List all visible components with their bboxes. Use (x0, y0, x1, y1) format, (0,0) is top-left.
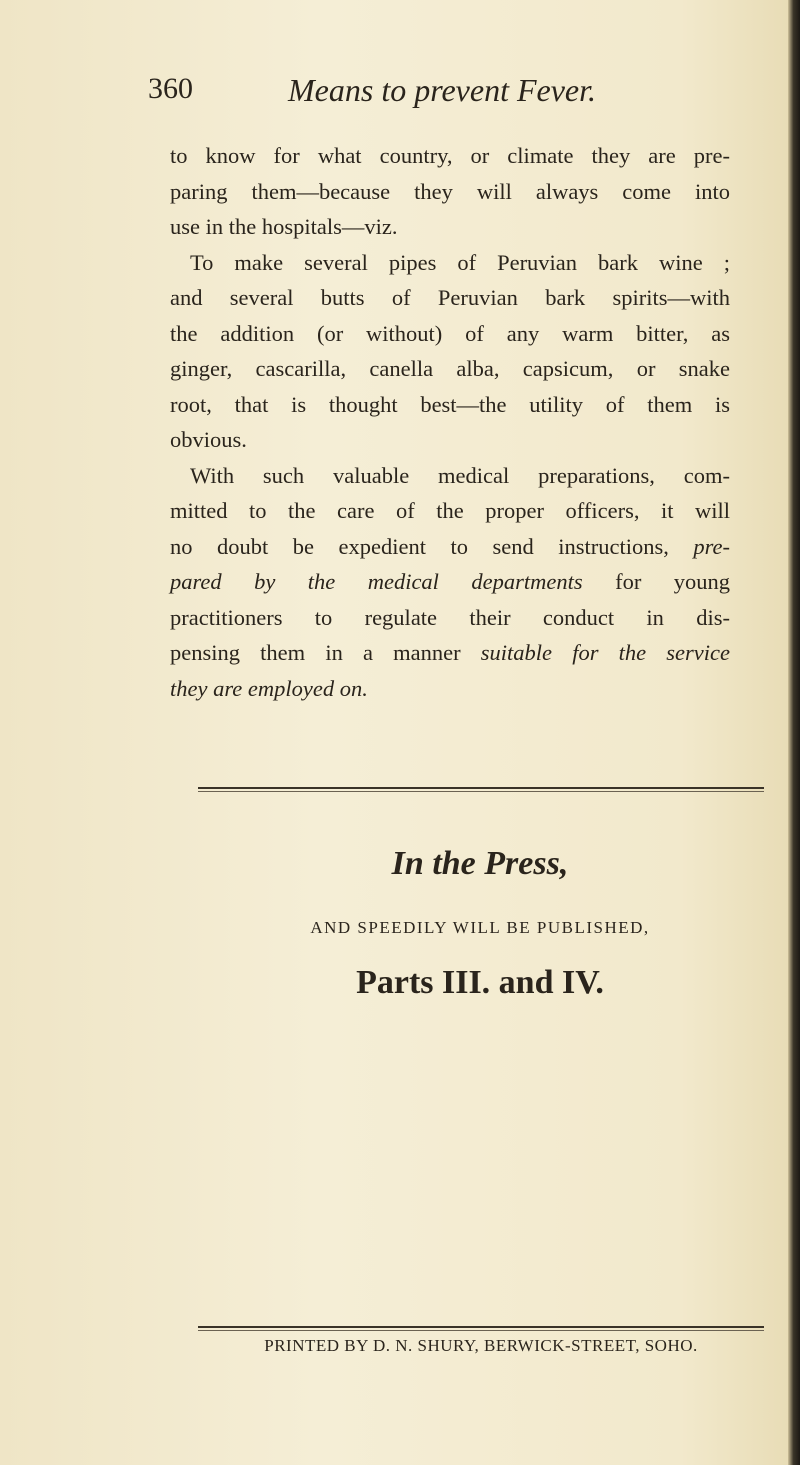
body-line (170, 529, 730, 565)
book-spine-edge (788, 0, 800, 1465)
body-line: mitted to the care of the proper officers, it will (170, 498, 730, 523)
body-line: the addition (or without) of any warm bitter, as (170, 320, 730, 346)
page-header (148, 72, 708, 112)
imprint-rule (198, 1326, 764, 1328)
press-parts: Parts III. and IV. (356, 964, 604, 1001)
body-line (170, 564, 730, 600)
body-line-italic: pared by the medical departments (170, 569, 583, 594)
body-line: To make several pipes of Peruvian bark wine ; (190, 249, 730, 275)
body-line: use in the hospitals—viz. (170, 214, 398, 239)
body-line-italic: pre- (693, 533, 731, 559)
press-title: In the Press, (391, 845, 569, 882)
press-subtitle: AND SPEEDILY WILL BE PUBLISHED, (310, 918, 650, 937)
body-line: root, that is thought best—the utility of them is (170, 391, 730, 417)
body-line-roman: pensing them in a manner (170, 640, 461, 665)
body-line: they are employed on. (170, 675, 368, 701)
printer-imprint: PRINTED BY D. N. SHURY, BERWICK-STREET, SOHO. (264, 1336, 698, 1355)
body-line-roman: no doubt be expedient to send instructions, (170, 533, 669, 559)
body-line: to know for what country, or climate they are pre- (170, 143, 730, 168)
body-line-italic: suitable for the service (480, 640, 731, 665)
divider-rule (198, 787, 764, 789)
running-title: Means to prevent Fever. (288, 72, 597, 108)
body-line: paring them—because they will always come into (170, 178, 730, 204)
page-number: 360 (148, 72, 193, 105)
body-line: With such valuable medical preparations, com- (190, 462, 730, 488)
body-line-roman: for young (615, 569, 731, 594)
body-line: and several butts of Peruvian bark spirits—with (170, 285, 730, 310)
body-text (170, 138, 730, 706)
body-line: practitioners to regulate their conduct in dis- (170, 604, 730, 630)
body-line: obvious. (170, 427, 247, 452)
body-line (170, 635, 730, 671)
body-line: ginger, cascarilla, canella alba, capsicum, or snake (170, 356, 730, 381)
